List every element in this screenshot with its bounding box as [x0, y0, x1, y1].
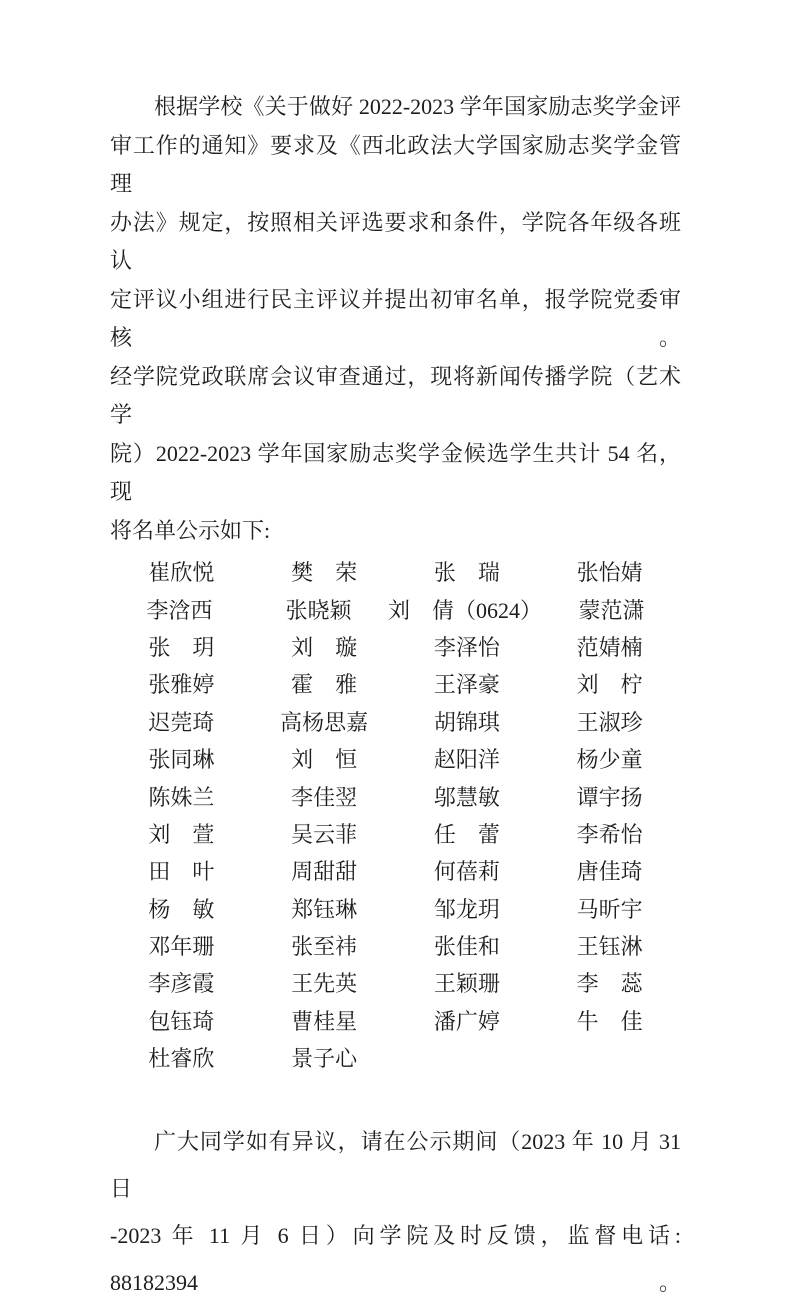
candidate-name: 王淑珍	[576, 709, 643, 735]
candidate-name: 牛 佳	[576, 1008, 643, 1034]
closing-paragraph	[110, 1118, 681, 1306]
candidate-name: 李佳翌	[291, 784, 358, 810]
closing-paragraph-line-1: 广大同学如有异议，请在公示期间（2023 年 10 月 31 日	[110, 1129, 681, 1202]
candidate-name: 郑钰琳	[291, 896, 358, 922]
candidate-name: 刘 倩（0624）	[387, 597, 542, 623]
candidate-name: 赵阳洋	[433, 747, 500, 773]
candidate-name: 张雅婷	[148, 672, 215, 698]
intro-paragraph-line-7: 将名单公示如下:	[110, 517, 271, 543]
candidate-name: 张同琳	[148, 747, 215, 773]
intro-paragraph-line-4: 定评议小组进行民主评议并提出初审名单，报学院党委审核。	[110, 286, 681, 350]
candidate-name: 霍 雅	[291, 672, 358, 698]
intro-paragraph-line-1: 根据学校《关于做好 2022-2023 学年国家励志奖学金评	[154, 94, 681, 119]
candidate-name: 李泽怡	[433, 634, 500, 660]
candidate-name: 景子心	[291, 1046, 358, 1072]
candidate-name: 马昕宇	[576, 896, 643, 922]
candidate-name: 王颖珊	[433, 971, 500, 997]
candidate-name: 何蓓莉	[433, 859, 500, 885]
candidate-name: 吴云菲	[291, 821, 358, 847]
closing-paragraph-line-2: -2023 年 11 月 6 日）向学院及时反馈，监督电话: 88182394。	[110, 1223, 681, 1296]
candidate-name: 刘 柠	[576, 672, 643, 698]
candidate-name: 李希怡	[576, 821, 643, 847]
candidate-name: 潘广婷	[433, 1008, 500, 1034]
candidate-name: 谭宇扬	[576, 784, 643, 810]
candidate-name: 陈姝兰	[148, 784, 215, 810]
candidate-name: 王钰淋	[576, 934, 643, 960]
candidate-name: 张佳和	[433, 934, 500, 960]
candidate-name: 杨少童	[576, 747, 643, 773]
candidate-name: 周甜甜	[291, 859, 358, 885]
intro-paragraph-line-3: 办法》规定，按照相关评选要求和条件，学院各年级各班认	[110, 209, 681, 273]
candidate-name: 张怡婧	[576, 560, 643, 586]
candidate-name: 樊 荣	[291, 560, 358, 586]
intro-paragraph-line-6: 院）2022-2023 学年国家励志奖学金候选学生共计 54 名，现	[110, 440, 681, 504]
candidate-name: 邹龙玥	[433, 896, 500, 922]
candidate-name: 王先英	[291, 971, 358, 997]
name-row	[110, 553, 681, 590]
name-row	[110, 665, 681, 702]
candidate-name: 刘 璇	[291, 634, 358, 660]
candidate-name: 张至祎	[291, 934, 358, 960]
candidate-name: 迟莞琦	[148, 709, 215, 735]
candidate-name: 刘 萱	[148, 821, 215, 847]
candidate-name: 刘 恒	[291, 747, 358, 773]
name-row	[110, 1039, 681, 1076]
name-row	[110, 927, 681, 964]
intro-paragraph	[110, 88, 681, 550]
candidate-name: 邬慧敏	[433, 784, 500, 810]
intro-paragraph-line-5: 经学院党政联席会议审查通过，现将新闻传播学院（艺术学	[110, 363, 681, 427]
name-row	[110, 740, 681, 777]
candidate-name: 李 蕊	[576, 971, 643, 997]
candidate-name: 蒙范潇	[578, 597, 645, 623]
candidate-name: 曹桂星	[291, 1008, 358, 1034]
name-row	[110, 590, 681, 627]
candidate-name: 高杨思嘉	[280, 709, 369, 735]
candidate-name: 张晓颖	[285, 597, 352, 623]
candidate-name: 张 玥	[148, 634, 215, 660]
candidate-name: 崔欣悦	[148, 560, 215, 586]
candidate-name: 杜睿欣	[148, 1046, 215, 1072]
name-row	[110, 852, 681, 889]
candidate-name: 任 蕾	[433, 821, 500, 847]
candidate-name: 李浛西	[146, 597, 213, 623]
name-row	[110, 964, 681, 1001]
candidate-name: 李彦霞	[148, 971, 215, 997]
candidate-name: 邓年珊	[148, 934, 215, 960]
candidate-name-list	[110, 553, 681, 1076]
name-row	[110, 703, 681, 740]
candidate-name: 胡锦琪	[433, 709, 500, 735]
candidate-name: 田 叶	[148, 859, 215, 885]
name-row	[110, 777, 681, 814]
name-row	[110, 628, 681, 665]
name-row	[110, 1002, 681, 1039]
candidate-name: 杨 敏	[148, 896, 215, 922]
candidate-name: 张 瑞	[433, 560, 500, 586]
candidate-name: 范婧楠	[576, 634, 643, 660]
name-row	[110, 890, 681, 927]
intro-paragraph-line-2: 审工作的通知》要求及《西北政法大学国家励志奖学金管理	[110, 132, 681, 196]
candidate-name: 唐佳琦	[576, 859, 643, 885]
name-row	[110, 815, 681, 852]
candidate-name: 包钰琦	[148, 1008, 215, 1034]
candidate-name: 王泽豪	[433, 672, 500, 698]
